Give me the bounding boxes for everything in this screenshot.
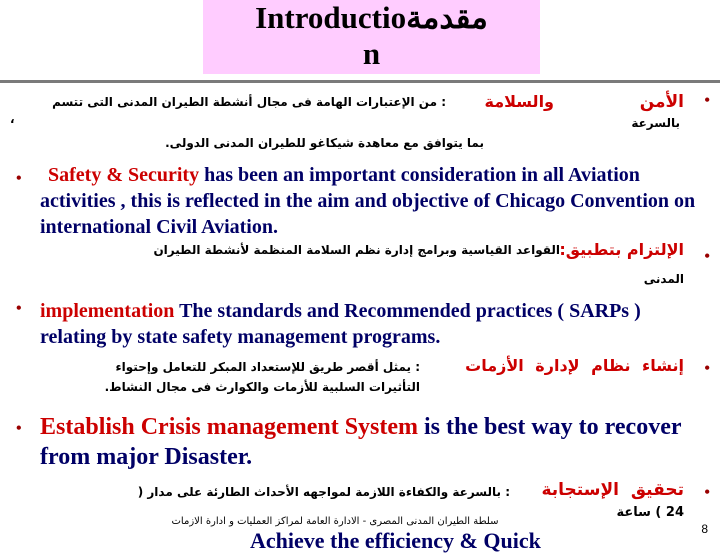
cut-off-text: Achieve the efficiency & Quick <box>250 528 541 553</box>
bullet-icon: • <box>16 300 22 317</box>
bullet-icon: • <box>16 170 22 187</box>
footer-text: سلطة الطيران المدنى المصرى - الادارة العامة لمراكز العمليات و ادارة الازمات <box>171 516 499 527</box>
bullet-icon: • <box>704 248 710 265</box>
item3-keyword-ar: الإلتزام بتطبيق: <box>559 240 684 259</box>
item1-keyword-ar: الأمن <box>639 92 684 112</box>
item7-text-ar: : بالسرعة والكفاءة اللازمة لمواجهه الأحداث الطارئة على مدار ( <box>137 485 510 499</box>
item5-text2-ar: التأثيرات السلبية للأزمات والكوارث فى مجال النشاط. <box>104 380 420 394</box>
item4-text-en: implementation The standards and Recommended practices ( SARPs ) relating by state safety management programs. <box>40 300 641 348</box>
item7-keyword-ar: تحقيق الإستجابة <box>541 480 684 500</box>
item7-text2-ar: 24 ) ساعة <box>616 505 684 520</box>
page-number: 8 <box>701 522 708 536</box>
slide-title <box>203 0 540 74</box>
item5-text-ar: : يمثل أقصر طريق للإستعداد المبكر للتعامل وإحتواء <box>115 360 420 374</box>
item1-text-ar: : من الإعتبارات الهامة فى مجال أنشطة الطيران المدنى التى تتسم <box>52 95 446 109</box>
divider <box>0 80 720 83</box>
item1-text2-ar: بالسرعة <box>631 116 680 130</box>
bullet-icon: • <box>704 484 710 501</box>
bullet-icon: • <box>704 92 710 109</box>
bullet-icon: • <box>16 420 22 437</box>
title-en: Introductio <box>255 0 407 35</box>
title-ar: مقدمة <box>406 0 488 35</box>
item6-text-en: Establish Crisis management System is the best way to recover from major Disaster. <box>40 414 682 470</box>
title-en-line2: n <box>362 36 381 71</box>
item1-keyword2-ar: والسلامة <box>484 92 554 111</box>
item3-text-ar: القواعد القياسية وبرامج إدارة نظم السلامة المنظمة لأنشطة الطيران <box>153 243 560 257</box>
item1-text3-ar: بما يتوافق مع معاهدة شيكاغو للطيران المدنى الدولى. <box>165 136 484 150</box>
item5-keyword-ar: إنشاء نظام لإدارة الأزمات <box>465 356 684 375</box>
item1-comma: ، <box>10 112 15 126</box>
item2-text-en: Safety & Security has been an important consideration in all Aviation activities , this is reflected in the aim and objective of Chicago Convention on international Civil Aviation. <box>40 164 696 238</box>
bullet-icon: • <box>704 360 710 377</box>
item3-text2-ar: المدنى <box>643 272 684 286</box>
